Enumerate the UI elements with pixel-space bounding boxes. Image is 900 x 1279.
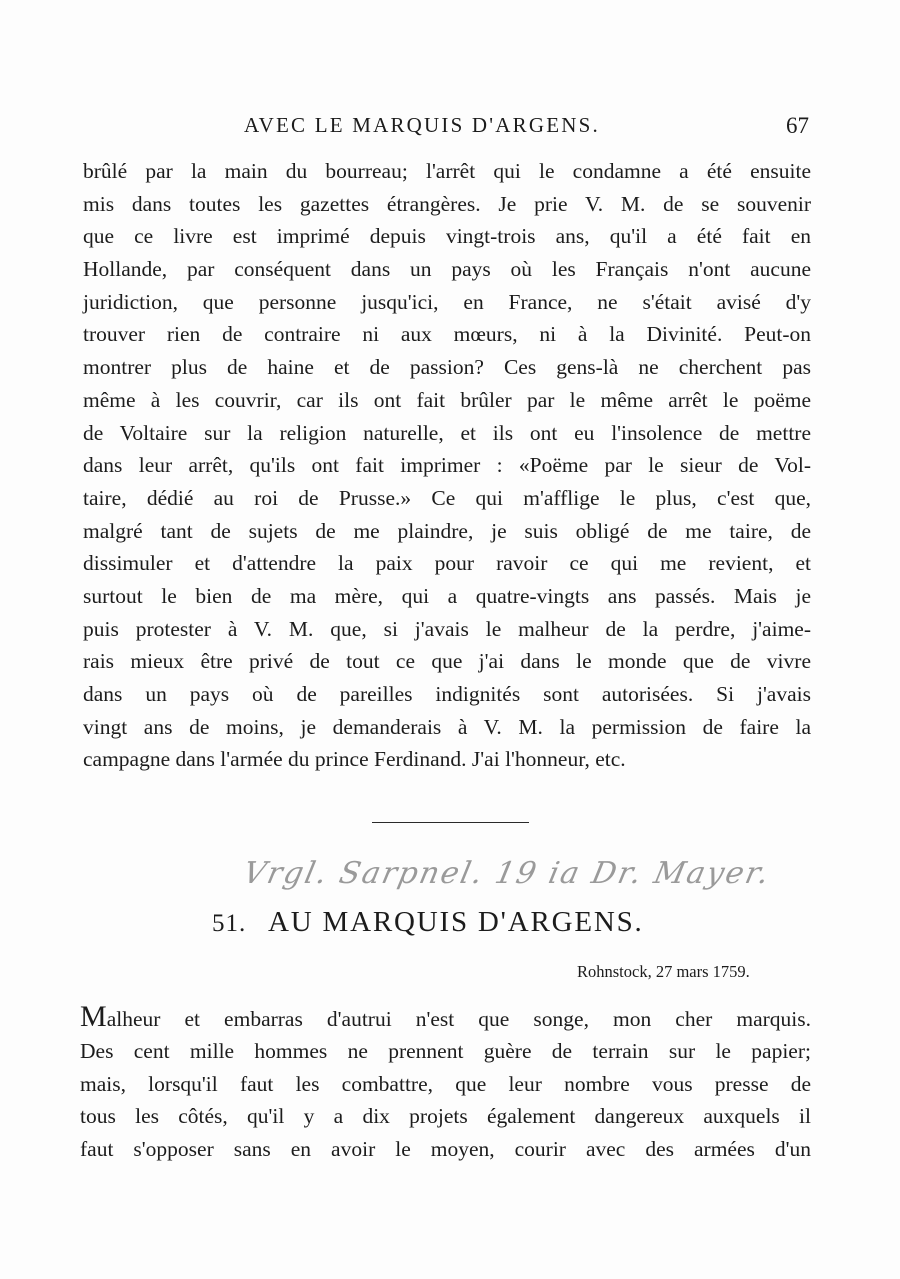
letter-first-line	[80, 1000, 811, 1035]
text-line: que ce livre est imprimé depuis vingt-trois ans, qu'il a été fait en	[83, 224, 811, 249]
text-line: juridiction, que personne jusqu'ici, en France, ne s'était avisé d'y	[83, 289, 811, 314]
text-line: dans un pays où de pareilles indignités sont autorisées. Si j'avais	[83, 682, 811, 706]
text-line: tous les côtés, qu'il y a dix projets également dangereux auxquels il	[80, 1104, 811, 1129]
text-line: de Voltaire sur la religion naturelle, et ils ont eu l'insolence de mettre	[83, 420, 811, 445]
text-line: Hollande, par conséquent dans un pays où les Français n'ont aucune	[83, 257, 811, 282]
running-head	[0, 113, 900, 143]
initial-capital: M	[80, 1000, 107, 1033]
text-line: montrer plus de haine et de passion? Ces gens-là ne cherchent pas	[83, 355, 811, 380]
text-line: faut s'opposer sans en avoir le moyen, courir avec des armées d'un	[80, 1136, 811, 1161]
handwritten-annotation	[240, 845, 774, 905]
letter-dateline: Rohnstock, 27 mars 1759.	[577, 962, 750, 981]
text-line: brûlé par la main du bourreau; l'arrêt qui le condamne a été ensuite	[83, 159, 811, 183]
text-line: puis protester à V. M. que, si j'avais le malheur de la perdre, j'aime-	[83, 616, 811, 641]
page-number: 67	[786, 113, 809, 138]
first-line-text: alheur et embarras d'autrui n'est que songe, mon cher marquis.	[106, 1007, 811, 1031]
text-line: surtout le bien de ma mère, qui a quatre-vingts ans passés. Mais je	[83, 583, 811, 608]
text-line: mais, lorsqu'il faut les combattre, que leur nombre vous presse de	[80, 1071, 811, 1096]
text-line: malgré tant de sujets de me plaindre, je suis obligé de me taire, de	[83, 518, 811, 543]
letter-heading	[0, 906, 900, 950]
section-divider	[372, 822, 529, 823]
text-line: mis dans toutes les gazettes étrangères. Je prie V. M. de se souvenir	[83, 191, 811, 216]
text-line: même à les couvrir, car ils ont fait brûler par le même arrêt le poëme	[83, 387, 811, 412]
letter-title: AU MARQUIS D'ARGENS.	[268, 906, 644, 938]
letter-body	[80, 1000, 811, 1165]
text-line: vingt ans de moins, je demanderais à V. M. la permission de faire la	[83, 714, 811, 739]
text-line: trouver rien de contraire ni aux mœurs, ni à la Divinité. Peut-on	[83, 322, 811, 347]
text-line: dissimuler et d'attendre la paix pour ravoir ce qui me revient, et	[83, 551, 811, 576]
handwritten-annotation-text: Vrgl. Sarpnel. 19 ia Dr. Mayer.	[240, 856, 774, 891]
text-line: dans leur arrêt, qu'ils ont fait imprimer : «Poëme par le sieur de Vol-	[83, 453, 811, 478]
continuation-text	[83, 155, 811, 776]
running-title: AVEC LE MARQUIS D'ARGENS.	[244, 113, 600, 137]
text-line: rais mieux être privé de tout ce que j'ai dans le monde que de vivre	[83, 649, 811, 674]
letter-number: 51.	[212, 910, 247, 937]
text-line: taire, dédié au roi de Prusse.» Ce qui m'afflige le plus, c'est que,	[83, 485, 811, 510]
text-line: Des cent mille hommes ne prennent guère de terrain sur le papier;	[80, 1039, 811, 1064]
text-line-last: campagne dans l'armée du prince Ferdinand. J'ai l'honneur, etc.	[83, 747, 626, 772]
